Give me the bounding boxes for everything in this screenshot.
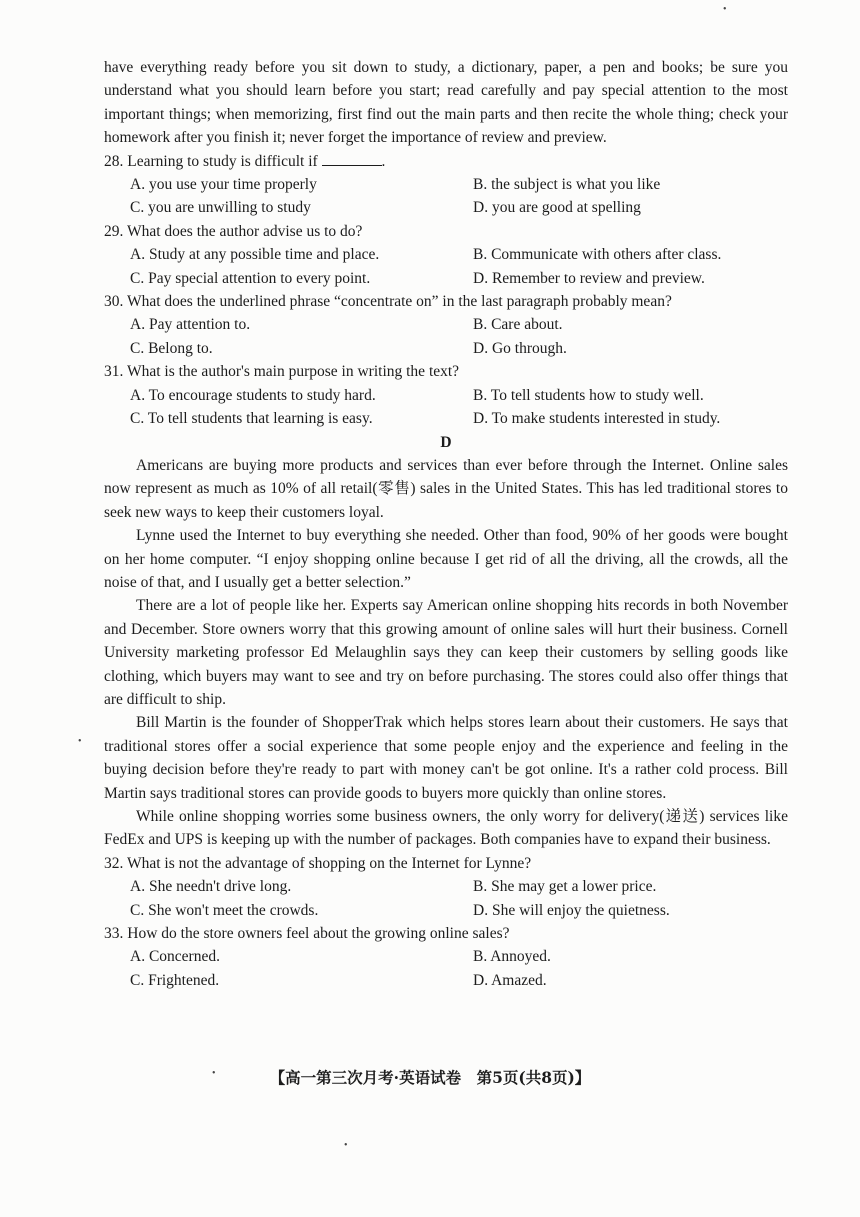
question-stem: 28. Learning to study is difficult if .: [104, 152, 386, 170]
option-d: D. you are good at spelling: [473, 199, 641, 217]
scan-speck: •: [212, 1068, 216, 1079]
passage-paragraph: There are a lot of people like her. Experts say American online shopping hits records in both November and December. Store owners worry that this growing amount of online sales will hurt their business. Cornell University marketing professor Ed Melaughlin says they can keep their customers by selling goods like clothing, which buyers may want to see and try on before purchasing. The stores could also offer things that are difficult to ship.: [104, 597, 788, 708]
options: [104, 173, 788, 220]
answer-blank: [322, 151, 382, 166]
option-d: D. To make students interested in study.: [473, 410, 721, 428]
option-c: C. Frightened.: [130, 971, 220, 989]
options: [104, 384, 788, 431]
question-stem: 30. What does the underlined phrase “concentrate on” in the last paragraph probably mean?: [104, 293, 672, 311]
option-a: A. you use your time properly: [130, 176, 317, 194]
option-c: C. Belong to.: [130, 339, 213, 357]
question-33: [104, 922, 788, 992]
options: [104, 313, 788, 360]
scan-speck: •: [723, 4, 727, 15]
option-c: C. To tell students that learning is easy.: [130, 410, 373, 428]
option-a: A. To encourage students to study hard.: [130, 386, 376, 404]
passage-paragraph: Bill Martin is the founder of ShopperTrak which helps stores learn about their customers. He says that traditional stores offer a social experience that some people enjoy and the experience and feeling in the buying decision before they're ready to part with money can't be got online. It's a rather cold process. Bill Martin says traditional stores can provide goods to buyers more quickly than online stores.: [104, 714, 788, 802]
option-c: C. Pay special attention to every point.: [130, 269, 371, 287]
scan-speck: •: [78, 736, 82, 747]
option-a: A. Pay attention to.: [130, 316, 251, 334]
options: [104, 243, 788, 290]
option-d: D. She will enjoy the quietness.: [473, 901, 670, 919]
passage-paragraph: Lynne used the Internet to buy everything she needed. Other than food, 90% of her goods were bought on her home computer. “I enjoy shopping online because I get rid of all the driving, all the crowds, all the noise of that, and I usually get a better selection.”: [104, 527, 788, 591]
option-d: D. Amazed.: [473, 971, 547, 989]
question-32: [104, 852, 788, 922]
page-footer: 【高一第三次月考·英语试卷 第5页(共8页)】: [269, 1068, 591, 1087]
passage-paragraph: While online shopping worries some business owners, the only worry for delivery(递送) services like FedEx and UPS is keeping up with the number of packages. Both companies have to expand their business.: [104, 808, 788, 849]
question-stem: 31. What is the author's main purpose in writing the text?: [104, 363, 460, 381]
option-a: A. Concerned.: [130, 948, 220, 966]
option-b: B. She may get a lower price.: [473, 878, 657, 896]
section-d-heading: D: [440, 433, 452, 451]
scan-speck: •: [344, 1140, 348, 1151]
option-c: C. She won't meet the crowds.: [130, 901, 319, 919]
option-b: B. Annoyed.: [473, 948, 551, 966]
passage-paragraph: Americans are buying more products and services than ever before through the Internet. Online sales now represent as much as 10% of all retail(零售) sales in the United States. This has led traditional stores to seek new ways to keep their customers loyal.: [104, 456, 788, 521]
options: [104, 875, 788, 922]
page-content: [104, 56, 788, 992]
option-d: D. Remember to review and preview.: [473, 269, 705, 287]
option-b: B. Care about.: [473, 316, 563, 334]
option-b: B. Communicate with others after class.: [473, 246, 722, 264]
option-b: B. To tell students how to study well.: [473, 386, 704, 404]
question-stem: 29. What does the author advise us to do?: [104, 222, 363, 240]
intro-paragraph: have everything ready before you sit down to study, a dictionary, paper, a pen and books; be sure you understand what you should learn before you start; read carefully and pay special attention to the most important things; when memorizing, first find out the main parts and then recite the whole thing; check your homework after you finish it; never forget the importance of review and preview.: [104, 59, 788, 147]
option-d: D. Go through.: [473, 339, 567, 357]
question-30: [104, 290, 788, 360]
option-a: A. Study at any possible time and place.: [130, 246, 380, 264]
option-b: B. the subject is what you like: [473, 176, 661, 194]
options: [104, 945, 788, 992]
question-31: [104, 360, 788, 430]
question-stem: 33. How do the store owners feel about the growing online sales?: [104, 925, 510, 943]
question-29: [104, 220, 788, 290]
question-stem: 32. What is not the advantage of shopping on the Internet for Lynne?: [104, 854, 532, 872]
option-c: C. you are unwilling to study: [130, 199, 311, 217]
question-28: [104, 150, 788, 220]
option-a: A. She needn't drive long.: [130, 878, 292, 896]
